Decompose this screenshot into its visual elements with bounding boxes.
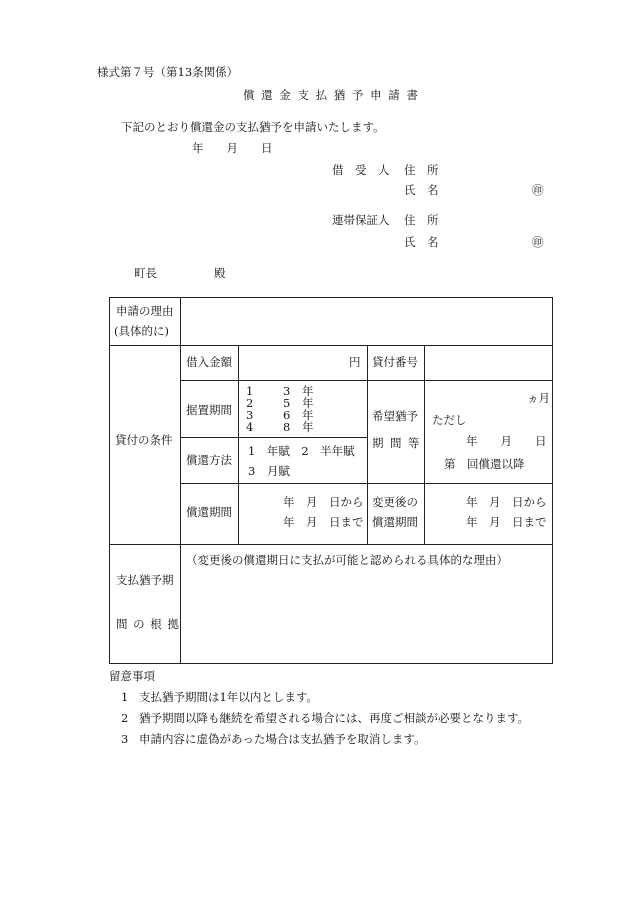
repayment-method-options-1: 1 年賦 2 半年賦: [248, 444, 355, 458]
changed-period-to: 年 月 日まで: [466, 515, 547, 529]
deferment-option-number: 1: [246, 384, 254, 398]
note-item: [121, 711, 529, 732]
note-text: 申請内容に虚偽があった場合は支払猶予を取消します。: [139, 732, 426, 746]
deferment-option-years: 5: [283, 396, 291, 410]
deferment-option-number: 2: [246, 396, 254, 410]
table-rule-label-column: [180, 297, 181, 664]
note-item: [121, 690, 529, 711]
repayment-method-options-2: 3 月賦: [248, 464, 290, 478]
applicant-address-label: 住 所: [404, 163, 439, 177]
repayment-period-label: 償還期間: [186, 505, 232, 519]
intro-text: 下記のとおり償還金の支払猶予を申請いたします。: [121, 120, 385, 134]
table-rule-deferment-bottom: [180, 437, 367, 438]
proviso-date: 年 月 日: [466, 434, 547, 448]
deferment-option-unit: 年: [302, 408, 314, 422]
loan-number-label: 貸付番号: [372, 355, 418, 369]
deferment-option-years: 3: [283, 384, 291, 398]
addressee-title: 町長: [134, 266, 157, 280]
table-rule-right-column: [424, 345, 425, 544]
from-installment-text: 第 回償還以降: [444, 457, 525, 471]
changed-period-from: 年 月 日から: [466, 495, 547, 509]
guarantor-address-label: 住 所: [404, 213, 439, 227]
table-rule-value-column: [367, 345, 368, 544]
note-text: 支払猶予期間は1年以内とします。: [139, 690, 318, 704]
repayment-period-to: 年 月 日まで: [283, 515, 364, 529]
months-unit: ヵ月: [527, 391, 550, 405]
deferment-option-unit: 年: [302, 420, 314, 434]
addressee-honorific: 殿: [214, 266, 226, 280]
repayment-method-label: 償還方法: [186, 453, 232, 467]
application-date: 年 月 日: [192, 141, 273, 155]
deferment-option-number: 3: [246, 408, 254, 422]
table-rule-terms-bottom: [109, 544, 553, 545]
note-number: 3: [121, 732, 129, 746]
guarantor-name-label: 氏 名: [404, 235, 439, 249]
basis-hint: （変更後の償還期日に支払が可能と認められる具体的な理由）: [186, 553, 508, 567]
applicant-seal-mark: ㊞: [532, 183, 544, 197]
applicant-name-label: 氏 名: [404, 183, 439, 197]
note-item: [121, 732, 529, 753]
yen-unit: 円: [349, 355, 361, 369]
repayment-period-from: 年 月 日から: [283, 495, 364, 509]
note-number: 2: [121, 711, 129, 725]
basis-label-suffix: 間 の 根 拠: [116, 617, 180, 631]
desired-deferment-label: 希望猶予: [372, 409, 418, 423]
changed-period-label-suffix: 償還期間: [372, 515, 418, 529]
deferment-option-unit: 年: [302, 384, 314, 398]
desired-deferment-label-suffix: 期 間 等: [372, 436, 421, 450]
guarantor-role-label: 連帯保証人: [332, 213, 390, 227]
changed-period-label: 変更後の: [372, 495, 418, 509]
proviso-label: ただし: [432, 413, 467, 427]
reason-label-note: (具体的に): [114, 324, 169, 338]
deferment-option-unit: 年: [302, 396, 314, 410]
loan-terms-label: 貸付の条件: [115, 433, 173, 447]
deferment-options-list: [246, 385, 314, 433]
table-rule-subfield-column: [238, 345, 239, 544]
deferment-option-years: 8: [283, 420, 291, 434]
table-rule-reason-bottom: [109, 345, 553, 346]
reason-label: 申請の理由: [116, 304, 174, 318]
applicant-role-label: 借 受 人: [332, 163, 390, 177]
note-number: 1: [121, 690, 129, 704]
loan-amount-label: 借入金額: [186, 355, 232, 369]
note-text: 猶予期間以降も継続を希望される場合には、再度ご相談が必要となります。: [139, 711, 530, 725]
deferment-period-label: 据置期間: [186, 403, 232, 417]
notes-heading: 留意事項: [109, 669, 155, 683]
deferment-option: [246, 421, 314, 433]
conditions-table-border: [109, 297, 553, 664]
form-title: 償 還 金 支 払 猶 予 申 請 書: [243, 88, 420, 102]
basis-label: 支払猶予期: [116, 573, 174, 587]
guarantor-seal-mark: ㊞: [532, 235, 544, 249]
notes-list: [121, 690, 529, 753]
deferment-option-years: 6: [283, 408, 291, 422]
deferment-option-number: 4: [246, 420, 254, 434]
form-number: 様式第７号（第13条関係）: [97, 65, 239, 79]
